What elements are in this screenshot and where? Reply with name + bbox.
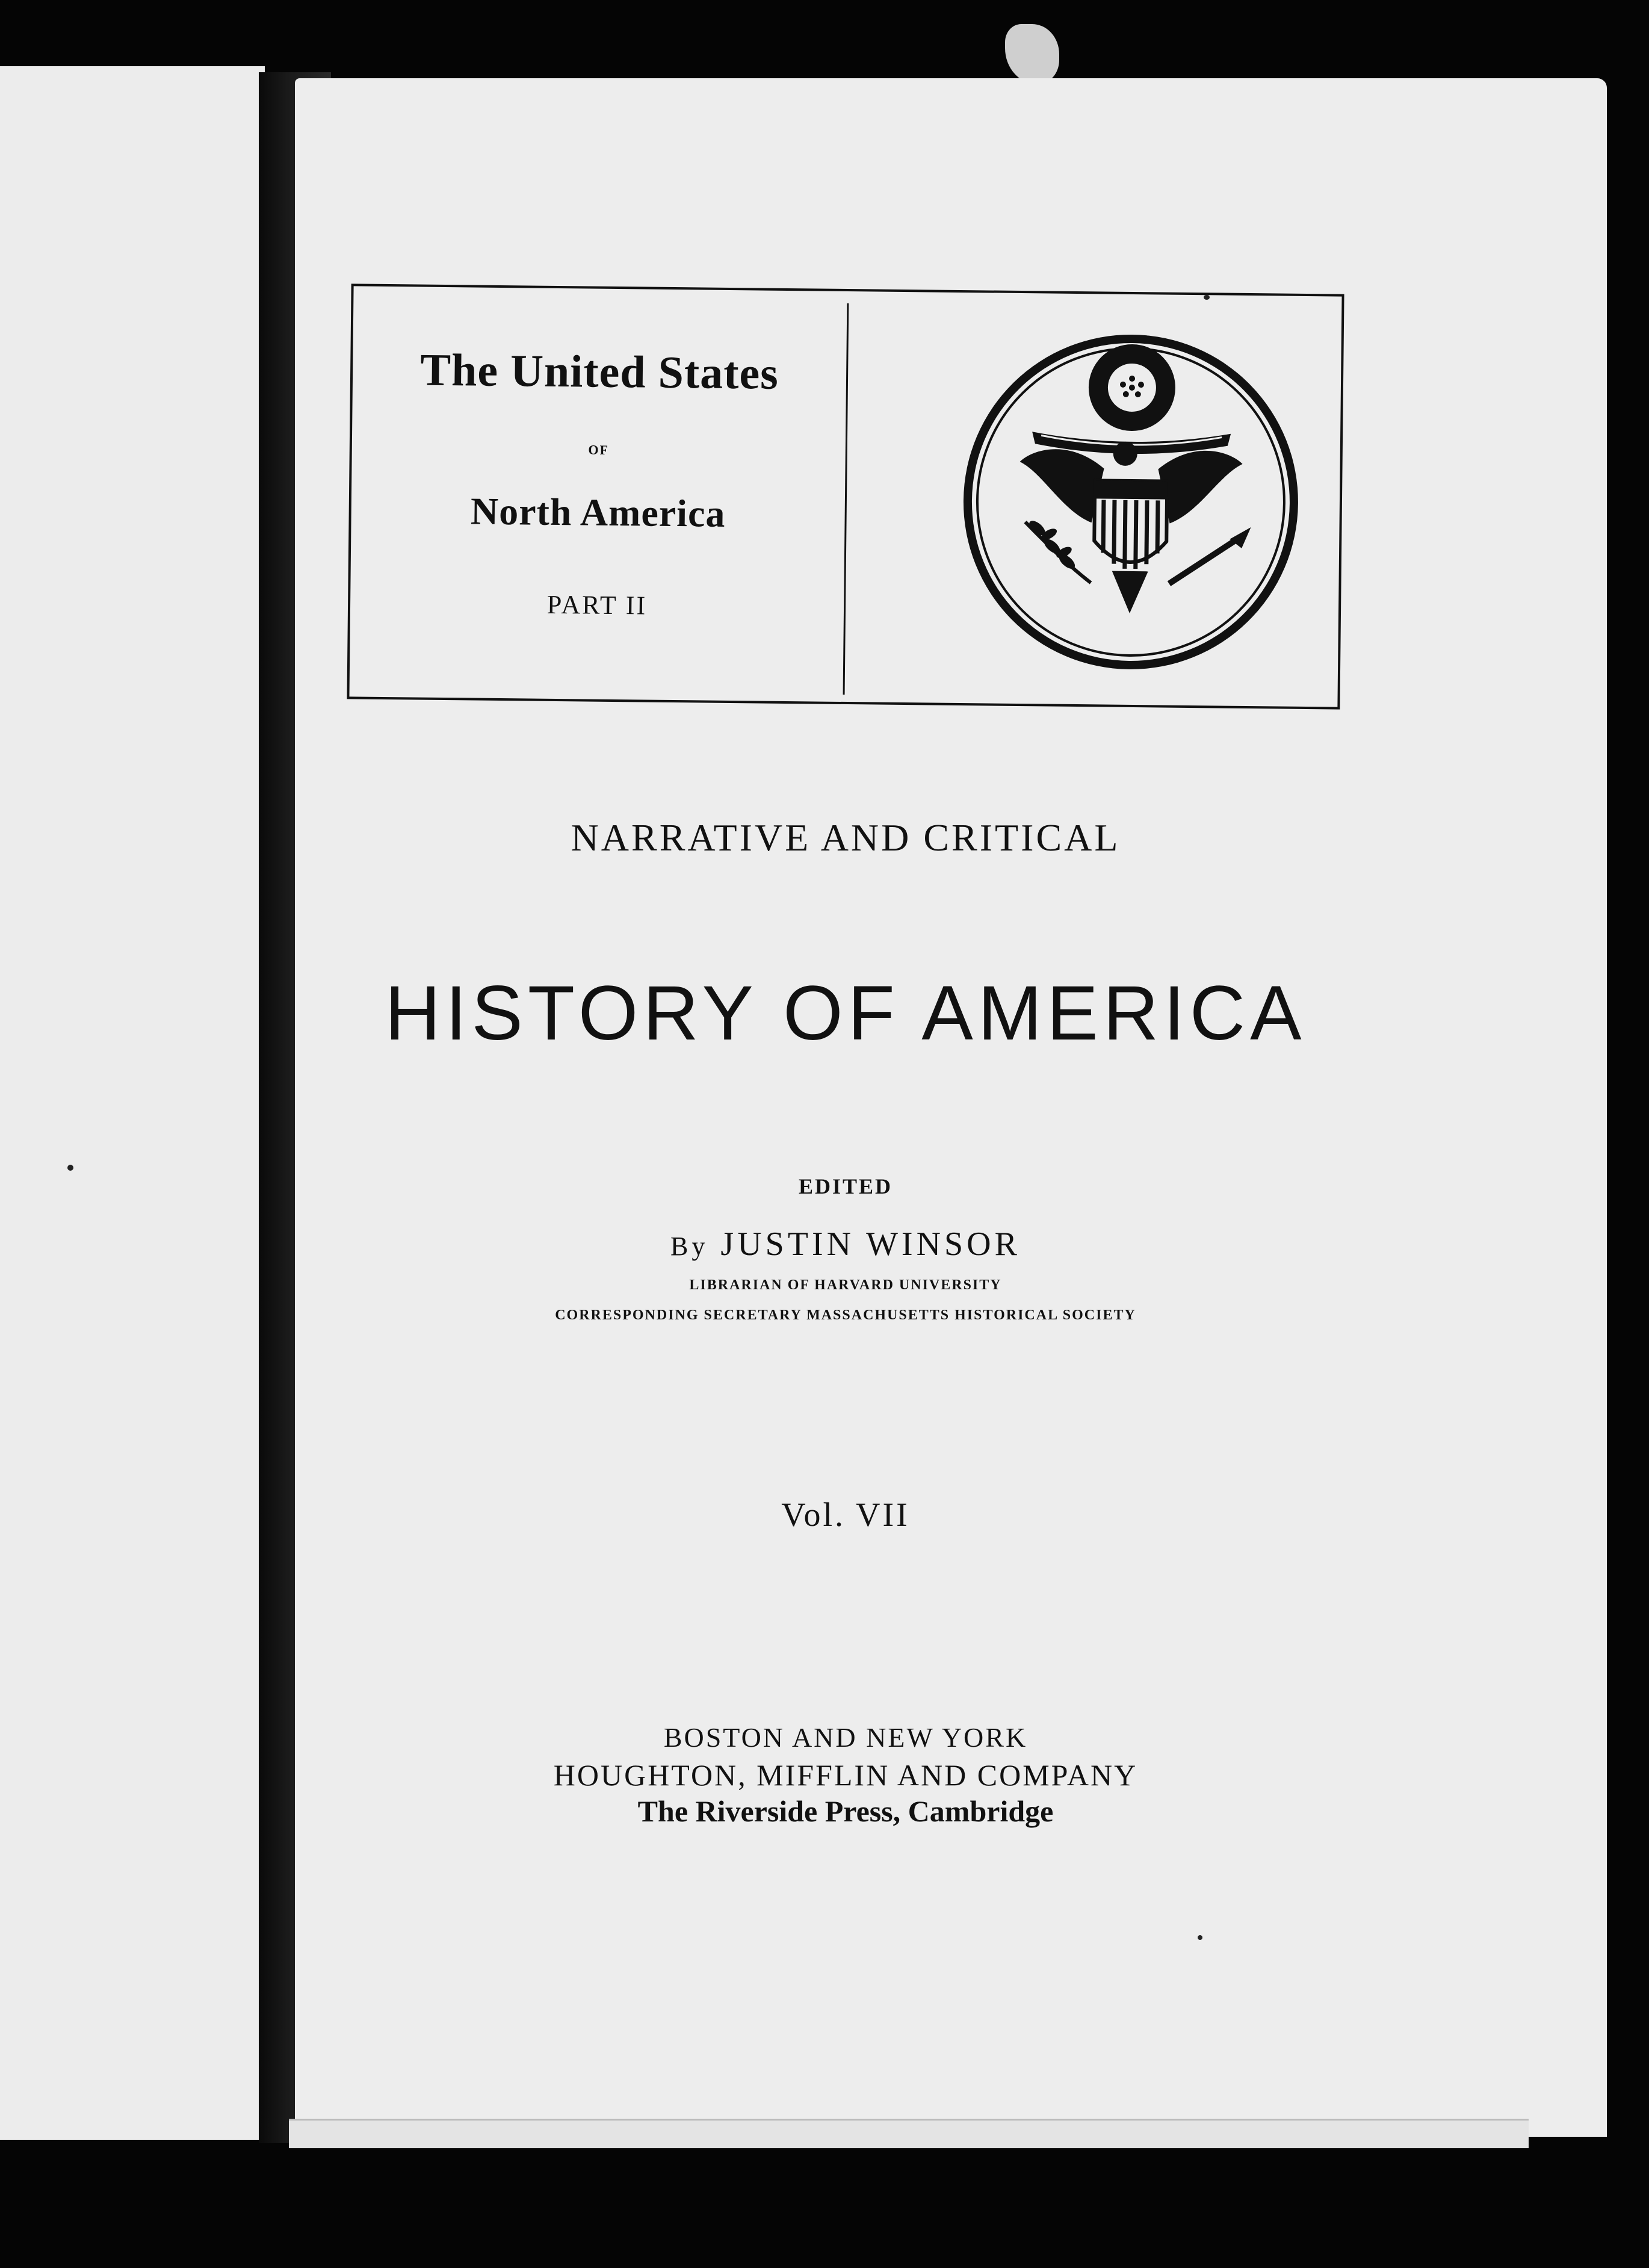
volume-number <box>349 1496 1342 1534</box>
page-edge <box>289 2119 1529 2148</box>
volume-prefix: Vol. <box>781 1496 846 1534</box>
editor-name: JUSTIN WINSOR <box>720 1225 1021 1263</box>
box-title: The United States <box>419 344 779 399</box>
imprint-publisher: HOUGHTON, MIFFLIN AND COMPANY <box>553 1758 1138 1792</box>
editor-role: LIBRARIAN OF HARVARD UNIVERSITY <box>689 1277 1002 1293</box>
editor-role: CORRESPONDING SECRETARY MASSACHUSETTS HISTORICAL SOCIETY <box>555 1307 1136 1323</box>
page-title: HISTORY OF AMERICA <box>385 970 1307 1056</box>
subtitle: NARRATIVE AND CRITICAL <box>571 816 1121 859</box>
box-of: OF <box>588 442 610 457</box>
editor-line <box>349 1225 1342 1263</box>
great-seal-eagle-icon <box>958 329 1304 675</box>
volume-value: VII <box>856 1496 910 1534</box>
box-part: PART II <box>546 589 648 621</box>
torn-paper-fragment <box>1005 24 1059 84</box>
imprint-city: BOSTON AND NEW YORK <box>663 1722 1028 1753</box>
imprint-press: The Riverside Press, Cambridge <box>637 1794 1054 1828</box>
editor-prefix: By <box>670 1232 709 1261</box>
speck <box>1198 1935 1202 1940</box>
box-subtitle: North America <box>470 489 726 535</box>
speck <box>1204 295 1210 300</box>
facing-page <box>0 66 265 2140</box>
speck <box>67 1165 73 1171</box>
header-box <box>347 284 1344 709</box>
edited-label: EDITED <box>798 1174 893 1198</box>
